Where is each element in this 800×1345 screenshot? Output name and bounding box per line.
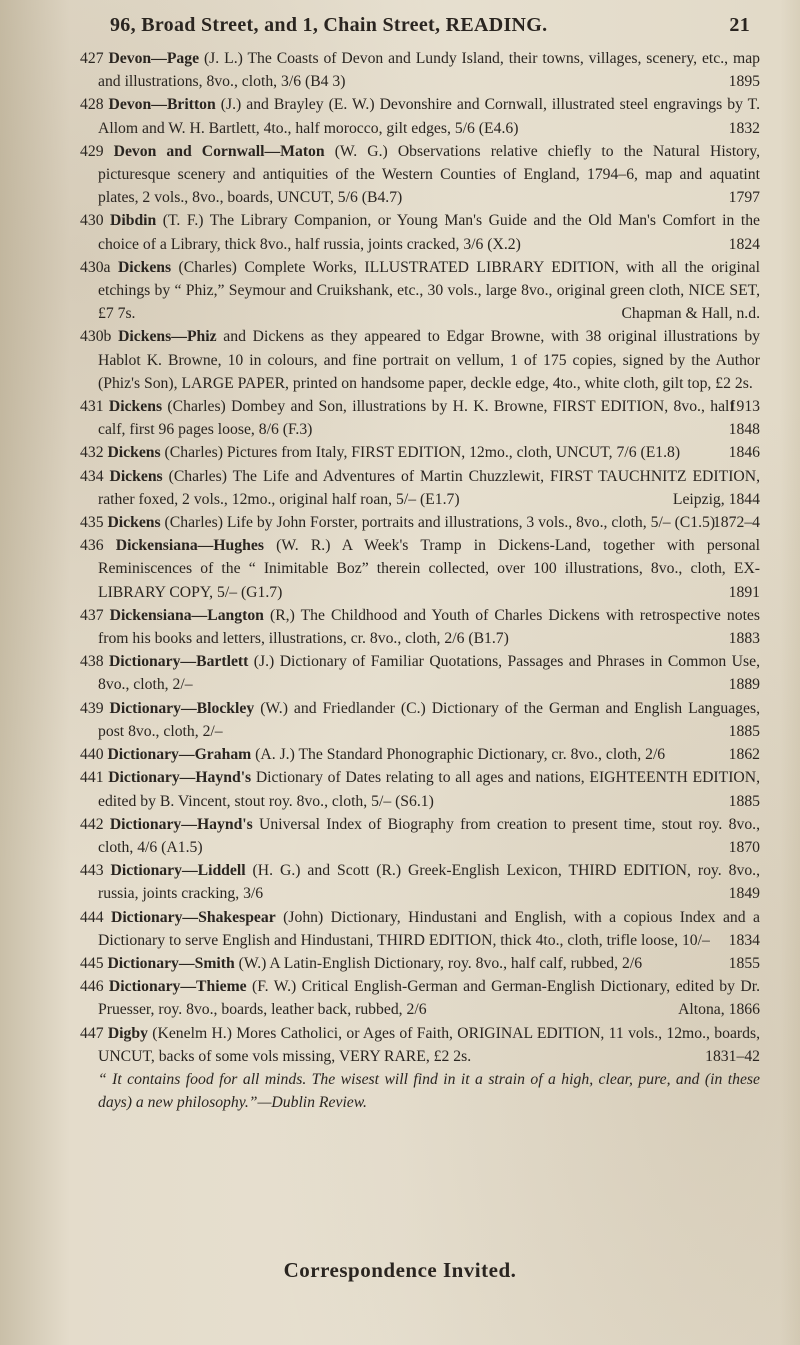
entry-date: 1885 — [728, 792, 760, 810]
entry-number: 427 — [80, 50, 104, 67]
entry-heading: Dictionary—Graham — [107, 746, 252, 764]
entry-description: (H. G.) and Scott (R.) Greek-English Lexicon, THIRD EDITION, roy. 8vo., russia, joints cracking, 3/6 — [98, 862, 761, 903]
entry-description: (Charles) Complete Works, ILLUSTRATED LIBRARY EDITION, with all the original etchings by “ Phiz,” Seymour and Cruikshank, etc., 30 vols., large 8vo., original green cloth, NICE SET, £7 7s. — [98, 258, 760, 323]
entry-description: (Charles) Life by John Forster, portraits and illustrations, 3 vols., 8vo., cloth, 5/– (C1.5) — [160, 514, 716, 532]
entry-number: 441 — [80, 769, 104, 787]
entry-date: 1797 — [728, 189, 760, 207]
entry-date: Leipzig, 1844 — [672, 490, 760, 508]
entry-number: 437 — [80, 606, 104, 624]
entry-heading: Dictionary—Shakespear — [110, 908, 276, 926]
entry-number: 439 — [80, 699, 104, 717]
entry-heading: Dictionary—Smith — [107, 954, 235, 972]
entry-description: (Charles) Dombey and Son, illustrations by H. K. Browne, FIRST EDITION, 8vo., half calf, first 96 pages loose, 8/6 (F.3) — [98, 398, 735, 439]
catalogue-entry — [80, 209, 760, 255]
entry-heading: Dictionary—Bartlett — [108, 653, 249, 671]
catalogue-entry — [80, 511, 760, 534]
entry-description: (T. F.) The Library Companion, or Young Man's Guide and the Old Man's Comfort in the choice of a Library, thick 8vo., half russia, joints cracked, 3/6 (X.2) — [98, 212, 761, 253]
entry-date: 1889 — [728, 676, 760, 694]
entry-heading: Dictionary—Thieme — [108, 978, 247, 996]
entry-number: 434 — [80, 467, 104, 485]
catalogue-entry — [80, 697, 760, 743]
entry-description: (A. J.) The Standard Phonographic Dictionary, cr. 8vo., cloth, 2/6 — [251, 746, 666, 764]
entry-number: 432 — [80, 444, 104, 462]
entry-date: Altona, 1866 — [678, 1001, 760, 1019]
entry-number: 429 — [80, 142, 104, 160]
entry-number: 444 — [80, 908, 104, 926]
entry-number: 438 — [80, 653, 104, 671]
entry-date: Chapman & Hall, n.d. — [621, 305, 760, 323]
entry-description: (J. L.) The Coasts of Devon and Lundy Island, their towns, villages, scenery, etc., map and illustrations, 8vo., cloth, 3/6 (B4 3) — [98, 50, 761, 91]
entry-heading: Dickens — [107, 514, 161, 532]
entry-number: 440 — [80, 746, 104, 764]
entry-date: 1870 — [728, 838, 760, 856]
entry-number: 443 — [80, 862, 104, 880]
entry-description: (W. R.) A Week's Tramp in Dickens-Land, together with personal Reminiscences of the “ Inimitable Boz” therein collected, over 100 illustrations, 8vo., cloth, EX-LIBRARY COPY, 5/– (G1.7) — [98, 537, 760, 601]
entry-number: 430 — [80, 212, 104, 230]
correspondence-note: Correspondence Invited. — [283, 1258, 517, 1282]
catalogue-entry — [80, 256, 760, 326]
entry-heading: Dibdin — [110, 212, 157, 230]
catalogue-entry — [80, 906, 760, 952]
catalogue-listing — [80, 47, 760, 1114]
entry-heading: Dickens — [108, 398, 163, 416]
entry-heading: Dictionary—Liddell — [110, 862, 246, 880]
catalogue-entry — [80, 1022, 760, 1115]
entry-number: 430b — [80, 328, 112, 346]
page-header — [110, 14, 750, 37]
catalogue-entry — [80, 465, 760, 511]
entry-description: (Kenelm H.) Mores Catholici, or Ages of Faith, ORIGINAL EDITION, 11 vols., 12mo., boards, UNCUT, backs of some vols missing, VERY RARE, £2 2s. — [98, 1024, 760, 1065]
entry-date: 1883 — [728, 630, 760, 648]
entry-description: (J.) and Brayley (E. W.) Devonshire and Cornwall, illustrated steel engravings by T. Allom and W. H. Bartlett, 4to., half morocco, gilt edges, 5/6 (E4.6) — [98, 96, 760, 137]
catalogue-entry — [80, 650, 760, 696]
entry-description: (W.) A Latin-English Dictionary, roy. 8vo., half calf, rubbed, 2/6 — [234, 954, 643, 972]
entry-description: (John) Dictionary, Hindustani and English, with a copious Index and a Dictionary to serve English and Hindustani, THIRD EDITION, thick 4to., cloth, trifle loose, 10/– — [98, 908, 760, 949]
catalogue-entry — [80, 766, 760, 812]
catalogue-entry — [80, 395, 760, 441]
entry-date: 1895 — [728, 73, 760, 91]
entry-number: 436 — [80, 537, 104, 555]
entry-date: 1824 — [728, 235, 760, 253]
entry-number: 435 — [80, 514, 104, 532]
entry-date: 1846 — [728, 444, 760, 462]
entry-heading: Dickensiana—Langton — [109, 606, 264, 624]
entry-heading: Devon—Page — [108, 50, 200, 67]
entry-date: 1913 — [728, 398, 760, 416]
page-number: 21 — [729, 14, 750, 36]
entry-description: Dictionary of Dates relating to all ages and nations, EIGHTEENTH EDITION, edited by B. Vincent, stout roy. 8vo., cloth, 5/– (S6.1) — [98, 769, 761, 810]
entry-date: 1885 — [728, 722, 760, 740]
catalogue-entry — [80, 534, 760, 604]
entry-description: (W.) and Friedlander (C.) Dictionary of the German and English Languages, post 8vo., cloth, 2/– — [98, 699, 760, 740]
entry-heading: Dickens—Phiz — [118, 328, 217, 346]
catalogue-entry — [80, 743, 760, 766]
entry-date: 1848 — [728, 421, 760, 439]
entry-description: (F. W.) Critical English-German and German-English Dictionary, edited by Dr. Pruesser, roy. 8vo., boards, leather back, rubbed, 2/6 — [98, 978, 760, 1019]
entry-heading: Dictionary—Haynd's — [109, 815, 253, 833]
entry-heading: Dickens — [107, 444, 161, 462]
entry-date: 1834 — [728, 931, 760, 949]
entry-description: (W. G.) Observations relative chiefly to the Natural History, picturesque scenery and antiquities of the Western Counties of England, 1794–6, map and aquatint plates, 2 vols., 8vo., boards, UNCUT, 5/6 (B4.7) — [98, 142, 760, 207]
catalogue-entry — [80, 813, 760, 859]
entry-date: 1831–42 — [705, 1047, 760, 1065]
entry-date: 1832 — [728, 119, 760, 137]
entry-description: (R,) The Childhood and Youth of Charles Dickens with retrospective notes from his books and letters, illustrations, cr. 8vo., cloth, 2/6 (B1.7) — [98, 606, 760, 648]
entry-description: (Charles) The Life and Adventures of Martin Chuzzlewit, FIRST TAUCHNITZ EDITION, rather foxed, 2 vols., 12mo., original half roan, 5/– (E1.7) — [98, 467, 760, 508]
entry-date: 1891 — [728, 583, 760, 601]
catalogue-entry — [80, 859, 760, 905]
entry-heading: Dictionary—Blockley — [109, 699, 255, 717]
entry-heading: Dickens — [117, 258, 172, 276]
catalogue-entry — [80, 441, 760, 464]
catalogue-entry — [80, 140, 760, 210]
entry-quotation: “ It contains food for all minds. The wisest will find in it a strain of a high, clear, pure, and (in these days) a new philosophy.”—Dublin Review. — [98, 1070, 760, 1112]
entry-number: 430a — [80, 258, 111, 276]
entry-heading: Dickensiana—Hughes — [115, 537, 264, 555]
entry-description: and Dickens as they appeared to Edgar Browne, with 38 original illustrations by Hablot K. Browne, 10 in colours, and fine portrait on vellum, 1 of 175 copies, signed by the Author (Phiz's Son), LARGE PAPER, printed on handsome paper, deckle edge, 4to., white cloth, gilt top, £2 2s. — [98, 328, 761, 392]
entry-date: 1872–4 — [712, 514, 760, 532]
entry-heading: Digby — [107, 1024, 148, 1042]
entry-date: 1849 — [728, 885, 760, 903]
entry-heading: Devon—Britton — [108, 96, 216, 114]
entry-number: 445 — [80, 954, 104, 972]
catalogue-entry — [80, 47, 760, 93]
entry-heading: Dictionary—Haynd's — [108, 769, 252, 787]
entry-heading: Dickens — [109, 467, 163, 485]
entry-description: Universal Index of Biography from creation to present time, stout roy. 8vo., cloth, 4/6 (A1.5) — [98, 815, 761, 856]
entry-description: (J.) Dictionary of Familiar Quotations, Passages and Phrases in Common Use, 8vo., cloth, 2/– — [98, 653, 760, 694]
entry-number: 447 — [80, 1024, 104, 1042]
entry-description: (Charles) Pictures from Italy, FIRST EDITION, 12mo., cloth, UNCUT, 7/6 (E1.8) — [160, 444, 681, 462]
page-title: 96, Broad Street, and 1, Chain Street, READING. — [110, 14, 548, 36]
catalogue-entry — [80, 604, 760, 650]
catalogue-entry — [80, 93, 760, 139]
entry-number: 442 — [80, 815, 104, 833]
catalogue-entry — [80, 952, 760, 975]
catalogue-entry — [80, 975, 760, 1021]
entry-date: 1862 — [728, 746, 760, 764]
entry-number: 446 — [80, 978, 104, 996]
entry-heading: Devon and Cornwall—Maton — [113, 142, 325, 160]
entry-date: 1855 — [728, 954, 760, 972]
entry-number: 428 — [80, 96, 104, 114]
entry-number: 431 — [80, 398, 104, 416]
